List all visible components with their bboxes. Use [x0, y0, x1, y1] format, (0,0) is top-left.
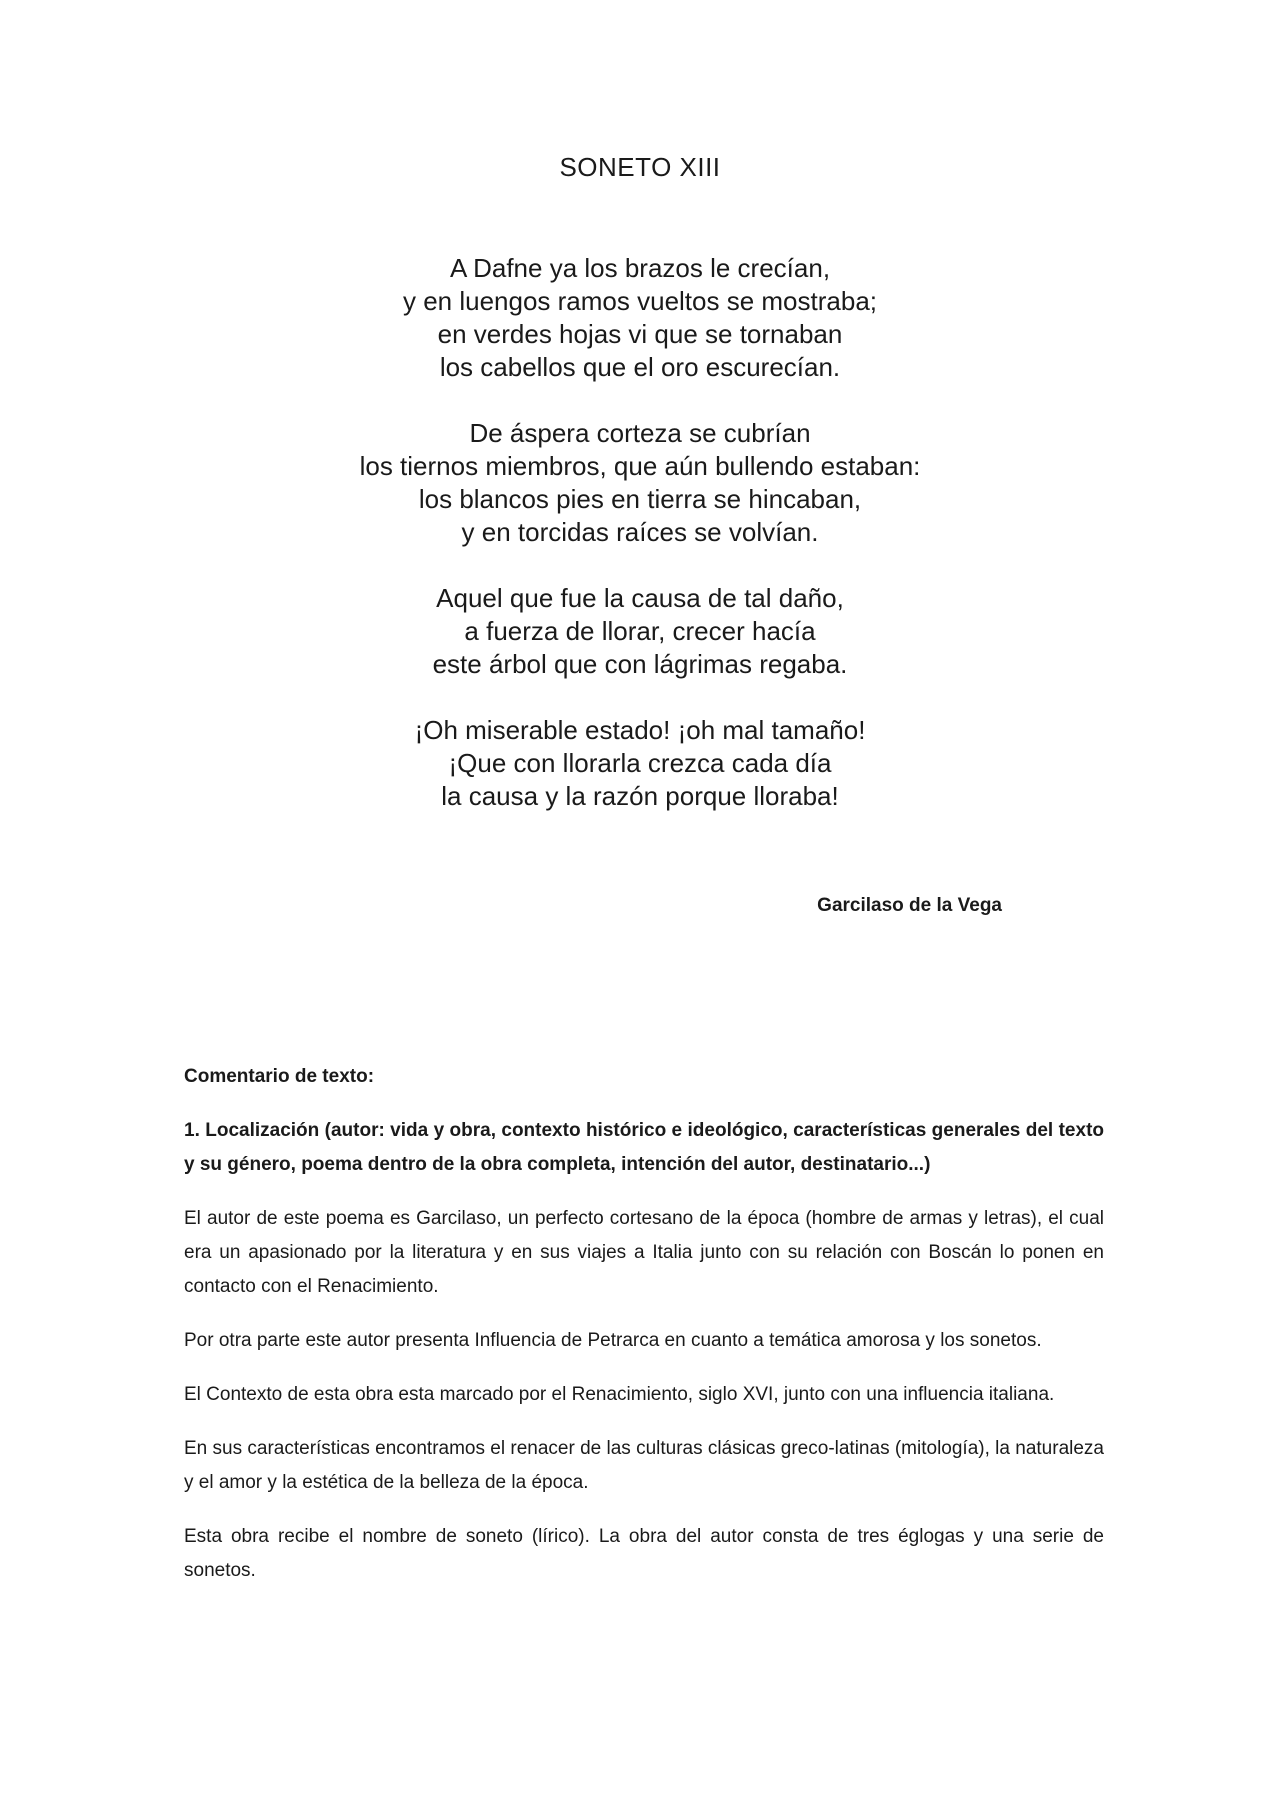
commentary-paragraph: El Contexto de esta obra esta marcado por el Renacimiento, siglo XVI, junto con una influencia italiana. — [184, 1384, 1055, 1405]
verse: los blancos pies en tierra se hincaban, — [418, 484, 862, 514]
verse: y en luengos ramos vueltos se mostraba; — [402, 286, 878, 316]
stanza-3 — [0, 582, 1280, 681]
poem-body — [0, 252, 1280, 846]
verse: en verdes hojas vi que se tornaban — [437, 319, 843, 349]
verse: ¡Oh miserable estado! ¡oh mal tamaño! — [414, 715, 866, 745]
commentary-paragraph: Por otra parte este autor presenta Influencia de Petrarca en cuanto a temática amorosa y los sonetos. — [184, 1330, 1042, 1351]
verse: este árbol que con lágrimas regaba. — [432, 649, 848, 679]
commentary-paragraph: El autor de este poema es Garcilaso, un perfecto cortesano de la época (hombre de armas y letras), el cual era un apasionado por la literatura y en sus viajes a Italia junto con su relación con Boscán lo ponen en contacto con el Renacimiento. — [184, 1208, 1104, 1297]
verse: A Dafne ya los brazos le crecían, — [449, 253, 831, 283]
poem-author: Garcilaso de la Vega — [817, 895, 1002, 916]
poem-title: SONETO XIII — [559, 152, 721, 182]
verse: la causa y la razón porque lloraba! — [441, 781, 839, 811]
section-1-title: 1. Localización (autor: vida y obra, contexto histórico e ideológico, características generales del texto y su género, poema dentro de la obra completa, intención del autor, destinatario...) — [184, 1120, 1104, 1175]
verse: Aquel que fue la causa de tal daño, — [436, 583, 844, 613]
verse: a fuerza de llorar, crecer hacía — [464, 616, 816, 646]
commentary-heading: Comentario de texto: — [184, 1066, 375, 1087]
commentary-paragraph: Esta obra recibe el nombre de soneto (lírico). La obra del autor consta de tres églogas y una serie de sonetos. — [184, 1526, 1104, 1581]
verse: los cabellos que el oro escurecían. — [439, 352, 841, 382]
stanza-1 — [0, 252, 1280, 384]
stanza-2 — [0, 417, 1280, 549]
verse: De áspera corteza se cubrían — [469, 418, 811, 448]
commentary-paragraph: En sus características encontramos el renacer de las culturas clásicas greco-latinas (mitología), la naturaleza y el amor y la estética de la belleza de la época. — [184, 1438, 1104, 1493]
verse: ¡Que con llorarla crezca cada día — [448, 748, 832, 778]
verse: los tiernos miembros, que aún bullendo estaban: — [359, 451, 921, 481]
commentary-section — [184, 1060, 1104, 1608]
verse: y en torcidas raíces se volvían. — [461, 517, 819, 547]
stanza-4 — [0, 714, 1280, 813]
